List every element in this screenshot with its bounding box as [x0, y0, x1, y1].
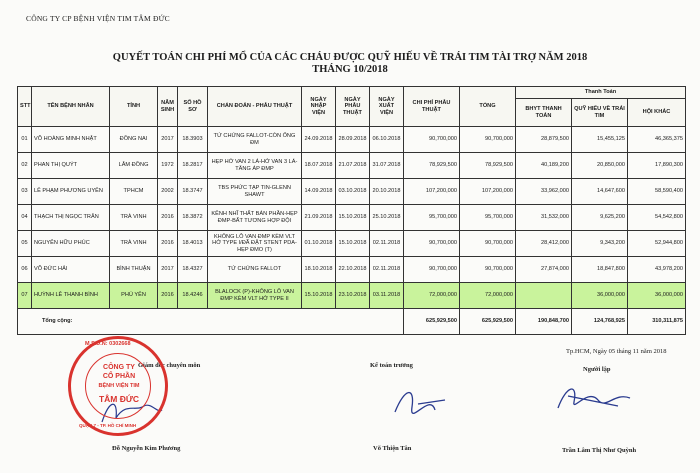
cell-discharge-date: 06.10.2018 — [370, 127, 404, 153]
stamp-line-1: CÔNG TY — [103, 364, 135, 371]
document-title: QUYẾT TOÁN CHI PHÍ MỔ CỦA CÁC CHÁU ĐƯỢC QUỸ HIẾU VỀ TRÁI TIM TÀI TRỢ NĂM 2018 — [112, 52, 588, 63]
total-surgery-cost: 625,929,500 — [404, 309, 460, 335]
cell-province: LÂM ĐỒNG — [110, 153, 158, 179]
settlement-table — [17, 86, 686, 335]
cell-surgery-date: 15.10.2018 — [336, 205, 370, 231]
cell-file-no: 18.4327 — [178, 257, 208, 283]
cell-birth-year: 2016 — [158, 283, 178, 309]
cell-fund: 9,343,200 — [572, 231, 628, 257]
cell-name: PHAN THỊ QUÝT — [32, 153, 110, 179]
header-name: TÊN BỆNH NHÂN — [32, 87, 110, 127]
header-surgery-cost: CHI PHÍ PHẪU THUẬT — [404, 87, 460, 127]
cell-diagnosis: BLALOCK (P)-KHÔNG LỖ VAN ĐMP KÈM VLT HỞ TYPE II — [208, 283, 302, 309]
stamp-line-4: TÂM ĐỨC — [98, 394, 140, 404]
stamp-line-3: BỆNH VIỆN TIM — [98, 383, 140, 389]
chief-accountant-name: Võ Thiện Tân — [373, 445, 412, 452]
cell-admit-date: 14.09.2018 — [302, 179, 336, 205]
table-row-highlighted — [18, 283, 686, 309]
cell-bhyt — [516, 283, 572, 309]
header-province: TỈNH — [110, 87, 158, 127]
cell-diagnosis: TBS PHỨC TẠP TIN-GLENN SHAWT — [208, 179, 302, 205]
chief-accountant-signature — [390, 382, 450, 422]
cell-total: 107,200,000 — [460, 179, 516, 205]
header-diagnosis: CHẨN ĐOÁN - PHẪU THUẬT — [208, 87, 302, 127]
cell-stt: 06 — [18, 257, 32, 283]
cell-bhyt: 40,189,200 — [516, 153, 572, 179]
cell-surgery-cost: 78,929,500 — [404, 153, 460, 179]
cell-province: TPHCM — [110, 179, 158, 205]
header-admit-date: NGÀY NHẬP VIỆN — [302, 87, 336, 127]
cell-other: 46,365,375 — [628, 127, 686, 153]
company-stamp — [68, 336, 168, 436]
cell-birth-year: 2016 — [158, 205, 178, 231]
cell-diagnosis: TỨ CHỨNG FALLOT — [208, 257, 302, 283]
stamp-line-2: CỔ PHẦN — [102, 373, 136, 380]
cell-province: ĐỒNG NAI — [110, 127, 158, 153]
cell-surgery-cost: 95,700,000 — [404, 205, 460, 231]
cell-surgery-cost: 90,700,000 — [404, 257, 460, 283]
cell-fund: 18,847,800 — [572, 257, 628, 283]
cell-surgery-cost: 90,700,000 — [404, 127, 460, 153]
cell-birth-year: 2017 — [158, 127, 178, 153]
cell-other: 36,000,000 — [628, 283, 686, 309]
cell-stt: 07 — [18, 283, 32, 309]
cell-discharge-date: 31.07.2018 — [370, 153, 404, 179]
total-other: 310,311,875 — [628, 309, 686, 335]
cell-diagnosis: KHÔNG LỖ VAN ĐMP KÈM VLT HỞ TYPE I/ĐÃ ĐẶT STENT PDA-HẸP ĐMO (T) — [208, 231, 302, 257]
total-bhyt: 190,848,700 — [516, 309, 572, 335]
totals-row — [18, 309, 686, 335]
cell-discharge-date: 03.11.2018 — [370, 283, 404, 309]
director-name: Đỗ Nguyễn Kim Phương — [112, 445, 181, 452]
cell-surgery-date: 21.07.2018 — [336, 153, 370, 179]
header-other: HỘI KHÁC — [628, 99, 686, 127]
cell-name: NGUYỄN HỮU PHÚC — [32, 231, 110, 257]
cell-admit-date: 15.10.2018 — [302, 283, 336, 309]
cell-province: BÌNH THUẬN — [110, 257, 158, 283]
cell-fund: 15,455,125 — [572, 127, 628, 153]
cell-diagnosis: KÊNH NHĨ THẤT BÁN PHẦN-HẸP ĐMP-BẤT TƯƠNG HỢP ĐỘI — [208, 205, 302, 231]
cell-admit-date: 18.10.2018 — [302, 257, 336, 283]
cell-stt: 04 — [18, 205, 32, 231]
cell-fund: 14,647,600 — [572, 179, 628, 205]
totals-label: Tổng cộng: — [18, 309, 404, 335]
cell-birth-year: 2016 — [158, 231, 178, 257]
cell-file-no: 18.4246 — [178, 283, 208, 309]
cell-file-no: 18.3872 — [178, 205, 208, 231]
cell-province: PHÚ YÊN — [110, 283, 158, 309]
cell-total: 90,700,000 — [460, 127, 516, 153]
cell-province: TRÀ VINH — [110, 231, 158, 257]
cell-surgery-date: 15.10.2018 — [336, 231, 370, 257]
cell-admit-date: 21.09.2018 — [302, 205, 336, 231]
table-row — [18, 257, 686, 283]
cell-other: 58,590,400 — [628, 179, 686, 205]
cell-total: 72,000,000 — [460, 283, 516, 309]
cell-fund: 20,850,000 — [572, 153, 628, 179]
cell-file-no: 18.3903 — [178, 127, 208, 153]
cell-fund: 9,625,200 — [572, 205, 628, 231]
cell-discharge-date: 02.11.2018 — [370, 231, 404, 257]
cell-total: 95,700,000 — [460, 205, 516, 231]
header-payment: Thanh Toán — [516, 87, 686, 99]
cell-name: LÊ PHẠM PHƯƠNG UYÊN — [32, 179, 110, 205]
cell-discharge-date: 25.10.2018 — [370, 205, 404, 231]
cell-admit-date: 01.10.2018 — [302, 231, 336, 257]
cell-total: 78,929,500 — [460, 153, 516, 179]
cell-discharge-date: 20.10.2018 — [370, 179, 404, 205]
cell-admit-date: 18.07.2018 — [302, 153, 336, 179]
header-discharge-date: NGÀY XUẤT VIỆN — [370, 87, 404, 127]
header-fund: QUỸ HIẾU VỀ TRÁI TIM — [572, 99, 628, 127]
cell-bhyt: 28,879,500 — [516, 127, 572, 153]
header-surgery-date: NGÀY PHẪU THUẬT — [336, 87, 370, 127]
header-stt: STT — [18, 87, 32, 127]
cell-other: 52,944,800 — [628, 231, 686, 257]
cell-province: TRÀ VINH — [110, 205, 158, 231]
cell-file-no: 18.2817 — [178, 153, 208, 179]
total-fund: 124,768,925 — [572, 309, 628, 335]
stamp-ring-top: M.S.D.N: 0302668 — [85, 341, 131, 347]
company-name: CÔNG TY CP BỆNH VIỆN TIM TÂM ĐỨC — [26, 14, 170, 23]
cell-birth-year: 2017 — [158, 257, 178, 283]
cell-name: THẠCH THỊ NGỌC TRÂN — [32, 205, 110, 231]
preparer-name: Trần Lâm Thị Như Quỳnh — [562, 447, 637, 454]
cell-discharge-date: 02.11.2018 — [370, 257, 404, 283]
table-row — [18, 127, 686, 153]
document-subtitle: THÁNG 10/2018 — [312, 64, 388, 75]
cell-admit-date: 24.09.2018 — [302, 127, 336, 153]
header-birth-year: NĂM SINH — [158, 87, 178, 127]
date-line: Tp.HCM, Ngày 05 tháng 11 năm 2018 — [566, 348, 667, 355]
director-title: Giám đốc chuyên môn — [138, 362, 201, 369]
cell-name: HUỲNH LÊ THANH BÌNH — [32, 283, 110, 309]
cell-surgery-cost: 90,700,000 — [404, 231, 460, 257]
cell-bhyt: 28,412,000 — [516, 231, 572, 257]
cell-name: VÕ HOÀNG MINH NHẬT — [32, 127, 110, 153]
cell-other: 54,542,800 — [628, 205, 686, 231]
preparer-signature — [548, 376, 638, 418]
table-row — [18, 179, 686, 205]
cell-diagnosis: HẸP HỞ VAN 2 LÁ-HỞ VAN 3 LÁ-TĂNG ÁP ĐMP — [208, 153, 302, 179]
cell-bhyt: 27,874,000 — [516, 257, 572, 283]
cell-name: VÕ ĐỨC HẢI — [32, 257, 110, 283]
cell-bhyt: 33,962,000 — [516, 179, 572, 205]
table-row — [18, 153, 686, 179]
header-bhyt: BHYT THANH TOÁN — [516, 99, 572, 127]
cell-other: 17,890,300 — [628, 153, 686, 179]
stamp-inner-ring — [85, 353, 151, 419]
cell-surgery-date: 03.10.2018 — [336, 179, 370, 205]
table-row — [18, 205, 686, 231]
cell-surgery-cost: 107,200,000 — [404, 179, 460, 205]
cell-surgery-date: 28.09.2018 — [336, 127, 370, 153]
total-total: 625,929,500 — [460, 309, 516, 335]
cell-total: 90,700,000 — [460, 231, 516, 257]
cell-stt: 03 — [18, 179, 32, 205]
cell-birth-year: 2002 — [158, 179, 178, 205]
cell-diagnosis: TỨ CHỨNG FALLOT-CÒN ỐNG ĐM — [208, 127, 302, 153]
cell-birth-year: 1972 — [158, 153, 178, 179]
cell-file-no: 18.3747 — [178, 179, 208, 205]
header-total: TỔNG — [460, 87, 516, 127]
cell-surgery-cost: 72,000,000 — [404, 283, 460, 309]
cell-fund: 36,000,000 — [572, 283, 628, 309]
cell-surgery-date: 23.10.2018 — [336, 283, 370, 309]
header-file-no: SỐ HỒ SƠ — [178, 87, 208, 127]
cell-file-no: 18.4013 — [178, 231, 208, 257]
stamp-ring-bottom: QUẬN 7 - TP. HỒ CHÍ MINH — [79, 423, 137, 428]
chief-accountant-title: Kế toán trưởng — [370, 362, 413, 369]
cell-other: 43,978,200 — [628, 257, 686, 283]
cell-surgery-date: 22.10.2018 — [336, 257, 370, 283]
cell-stt: 02 — [18, 153, 32, 179]
cell-stt: 01 — [18, 127, 32, 153]
table-row — [18, 231, 686, 257]
cell-stt: 05 — [18, 231, 32, 257]
preparer-title: Người lập — [583, 366, 611, 373]
cell-bhyt: 31,532,000 — [516, 205, 572, 231]
cell-total: 90,700,000 — [460, 257, 516, 283]
